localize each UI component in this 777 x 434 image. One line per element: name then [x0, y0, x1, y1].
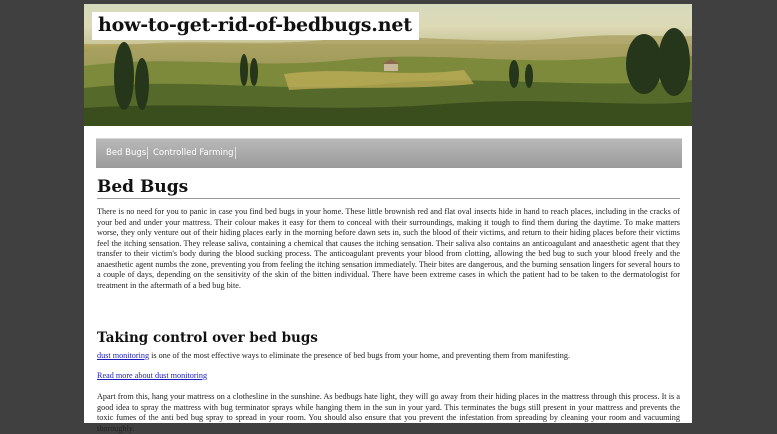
- navigation-bar: [96, 138, 682, 168]
- nav-separator: [235, 147, 236, 159]
- dust-monitoring-paragraph: [97, 351, 680, 362]
- dust-monitoring-link[interactable]: dust monitoring: [97, 351, 150, 360]
- page-title: Bed Bugs: [97, 177, 189, 197]
- read-more-paragraph: [97, 371, 680, 382]
- nav-separator: [147, 147, 148, 159]
- intro-paragraph: There is no need for you to panic in case you find bed bugs in your home. These little brownish red and flat oval insects hide in hand to reach places, including in the cracks of your bed and under your mattress. Their colour makes it easy for them to conceal with their surroundings, making it tough to find them during the daytime. To make matters worse, they only venture out of their hiding places early in the morning before dawn sets in, such the blood of their victims, and return to their hiding places before their victims feel the itching sensation. They release saliva, containing a chemical that causes the itching sensation. Their saliva also contains an anticoagulant and anaesthetic agent that they transfer to their victim's body during the blood sucking process. The anticoagulant prevents your blood from clotting, allowing the bed bug to such your blood freely and the anaesthetic agent numbs the zone, preventing you from feeling the itching sensation immediately. Their bites are dangerous, and the burning sensation lingers for several hours to a couple of days, depending on the sensitivity of the skin of the bitten individual. There have been extreme cases in which the patient had to be taken to the dermatologist for treatment in the aftermath of a bed bug bite.: [97, 207, 680, 290]
- header-banner: [84, 4, 692, 126]
- section-heading: Taking control over bed bugs: [97, 330, 318, 346]
- title-divider: [97, 198, 680, 199]
- nav-item-bed-bugs[interactable]: Bed Bugs: [106, 148, 147, 158]
- site-title[interactable]: how-to-get-rid-of-bedbugs.net: [92, 12, 419, 40]
- nav-item-controlled-farming[interactable]: Controlled Farming: [153, 148, 234, 158]
- read-more-link[interactable]: Read more about dust monitoring: [97, 371, 208, 380]
- dust-monitoring-text: is one of the most effective ways to eliminate the presence of bed bugs from your home, and preventing them from manifesting.: [149, 351, 571, 360]
- mattress-paragraph: Apart from this, hang your mattress on a clothesline in the sunshine. As bedbugs hate light, they will go away from their hiding places in the mattress through this process. It is a good idea to spray the mattress with bug terminator sprays while hanging them in the sun in your yard. This terminates the bugs still present in your mattress and prevents the toxic fumes of the anti bed bug spray to spread in your room. You should also ensure that you prevent the infestation from spreading by cleaning your room and vacuuming thoroughly.: [97, 392, 680, 433]
- page: [84, 4, 692, 433]
